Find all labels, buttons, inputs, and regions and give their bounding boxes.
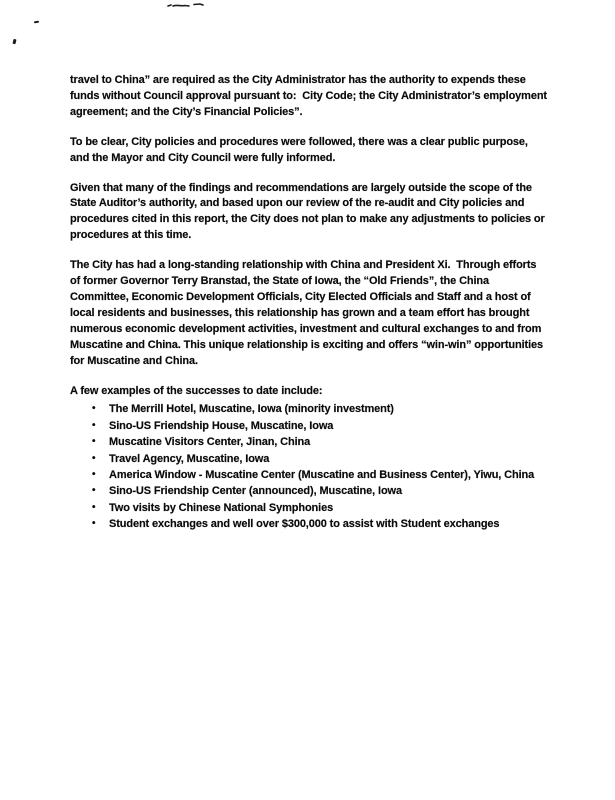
list-item bbox=[70, 500, 548, 516]
bullet-icon: • bbox=[92, 419, 96, 431]
bullet-icon: • bbox=[92, 518, 96, 530]
bullet-icon: • bbox=[92, 501, 96, 513]
list-intro: A few examples of the successes to date include: bbox=[70, 384, 323, 397]
list-item bbox=[70, 434, 548, 450]
paragraph-travel-funds: travel to China” are required as the City Administrator has the authority to expends these funds without Council approval pursuant to: City Code; the City Administrator’s employment agreement; and the City’s Financial Policies”. bbox=[70, 74, 550, 118]
list-item-text: Two visits by Chinese National Symphonies bbox=[109, 501, 334, 514]
bullet-icon: • bbox=[92, 469, 96, 481]
successes-list bbox=[70, 401, 548, 532]
scan-artifact-tick bbox=[12, 39, 16, 44]
list-item bbox=[70, 467, 548, 483]
paragraph-china-relationship: The City has had a long-standing relationship with China and President Xi. Through efforts of former Governor Terry Branstad, the State of Iowa, the “Old Friends”, the China Committee, Economic Development Officials, City Elected Officials and Staff and a host of local residents and businesses, this relationship has grown and a team effort has brought numerous economic development activities, investment and cultural exchanges to and from Muscatine and China. This unique relationship is exciting and offers “win-win” opportunities for Muscatine and China. bbox=[70, 259, 546, 367]
list-item bbox=[70, 516, 548, 532]
list-item-text: The Merrill Hotel, Muscatine, Iowa (minority investment) bbox=[109, 403, 394, 416]
paragraph-to-be-clear: To be clear, City policies and procedures were followed, there was a clear public purpose, and the Mayor and City Council were fully informed. bbox=[70, 135, 531, 164]
bullet-icon: • bbox=[92, 436, 96, 448]
list-item-text: Sino-US Friendship Center (announced), Muscatine, Iowa bbox=[109, 485, 402, 498]
list-item-text: America Window - Muscatine Center (Muscatine and Business Center), Yiwu, China bbox=[109, 469, 535, 482]
list-item-text: Sino-US Friendship House, Muscatine, Iowa bbox=[109, 419, 334, 432]
scan-artifact-squiggle bbox=[167, 2, 205, 9]
list-item bbox=[70, 418, 548, 434]
document-body bbox=[70, 73, 548, 533]
list-item bbox=[70, 483, 548, 499]
list-item-text: Travel Agency, Muscatine, Iowa bbox=[109, 452, 270, 465]
list-item bbox=[70, 401, 548, 417]
list-item-text: Muscatine Visitors Center, Jinan, China bbox=[109, 436, 311, 449]
bullet-icon: • bbox=[92, 403, 96, 415]
paragraph-auditor-scope: Given that many of the findings and recommendations are largely outside the scope of the State Auditor’s authority, and based upon our review of the re-audit and City policies and procedures cited in this report, the City does not plan to make any adjustments to policies or procedures at this time. bbox=[70, 181, 548, 242]
list-item-text: Student exchanges and well over $300,000 to assist with Student exchanges bbox=[109, 518, 500, 531]
scan-artifact-dash bbox=[34, 21, 39, 24]
bullet-icon: • bbox=[92, 452, 96, 464]
list-item bbox=[70, 451, 548, 467]
bullet-icon: • bbox=[92, 485, 96, 497]
